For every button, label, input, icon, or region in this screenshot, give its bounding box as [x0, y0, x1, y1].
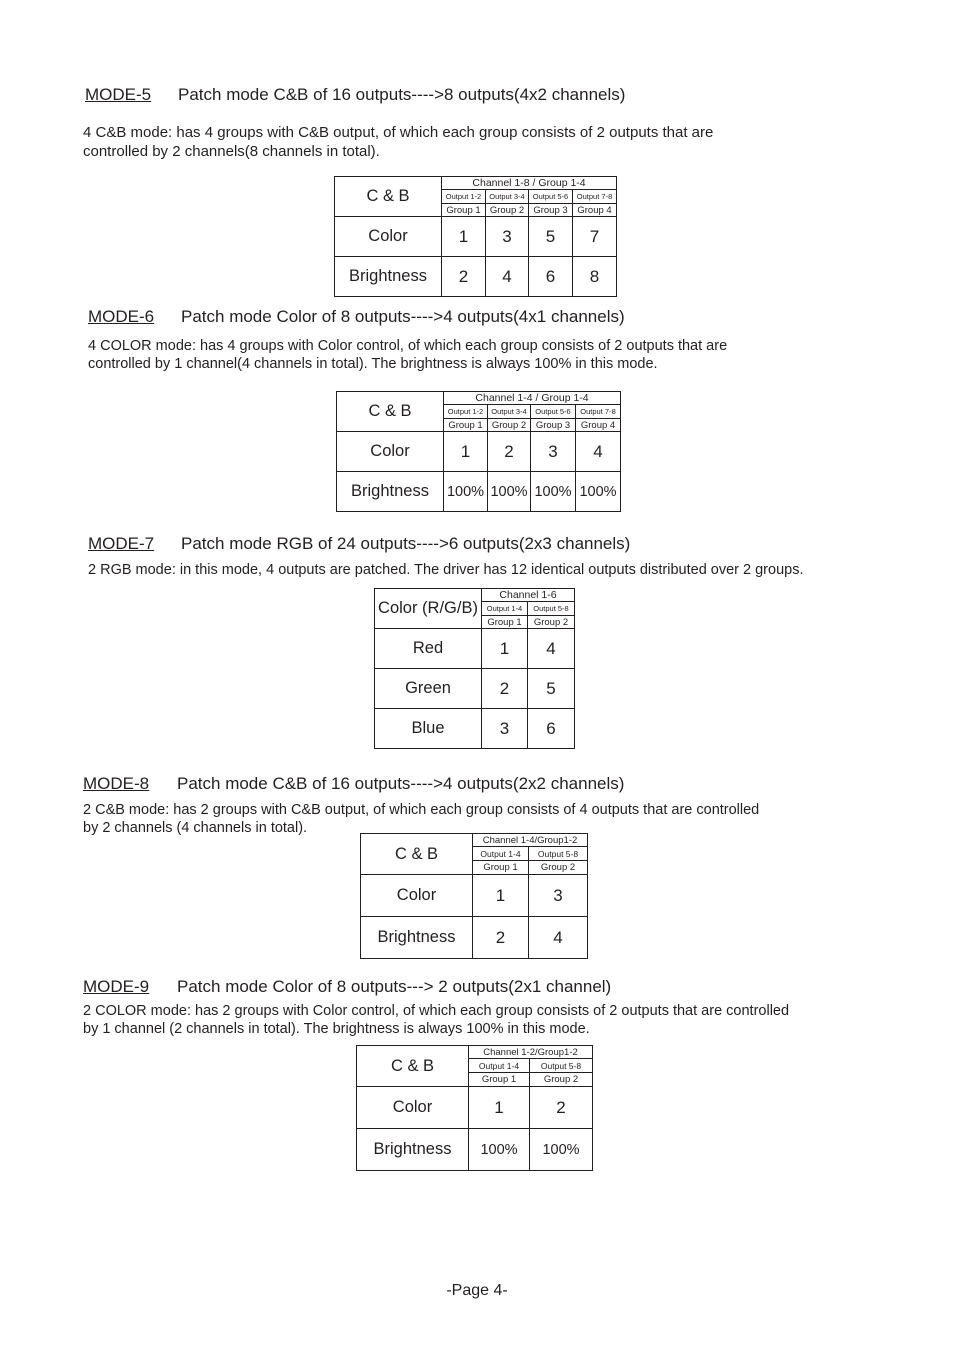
table-cell: 4	[486, 257, 529, 297]
mode9-label: MODE-9	[83, 977, 150, 996]
table-row	[337, 432, 621, 472]
table-cell: 2	[482, 669, 528, 709]
mode9-heading	[83, 977, 611, 997]
channel-header: Channel 1-8 / Group 1-4	[442, 177, 617, 190]
group-header: Group 1	[482, 616, 528, 629]
mode7-title: Patch mode RGB of 24 outputs---->6 outputs(2x3 channels)	[181, 534, 631, 553]
output-header: Output 3-4	[488, 405, 531, 419]
group-header: Group 2	[488, 419, 531, 432]
table-cell: 4	[528, 629, 575, 669]
table-cell: 100%	[530, 1129, 593, 1171]
mode7-label: MODE-7	[88, 534, 155, 553]
mode5-title: Patch mode C&B of 16 outputs---->8 outputs(4x2 channels)	[178, 85, 626, 104]
output-header: Output 3-4	[486, 190, 529, 204]
table-row	[357, 1087, 593, 1129]
output-header: Output 5-6	[529, 190, 573, 204]
row-label: Brightness	[335, 257, 442, 297]
table-cell: 1	[469, 1087, 530, 1129]
table-corner-label: C & B	[337, 392, 444, 432]
table-row	[375, 629, 575, 669]
output-header: Output 5-8	[528, 602, 575, 616]
group-header: Group 1	[444, 419, 488, 432]
mode5-description: 4 C&B mode: has 4 groups with C&B output, of which each group consists of 2 outputs that are controlled by 2 channels(8 channels in total).	[83, 124, 714, 160]
mode5-label: MODE-5	[85, 85, 152, 104]
table-cell: 100%	[488, 472, 531, 512]
table-corner-label: C & B	[335, 177, 442, 217]
table-cell: 2	[530, 1087, 593, 1129]
table-cell: 7	[573, 217, 617, 257]
mode6-heading	[88, 307, 625, 327]
table-corner-label: C & B	[361, 834, 473, 875]
table-row	[357, 1129, 593, 1171]
mode7-table	[374, 588, 575, 749]
group-header: Group 3	[531, 419, 576, 432]
row-label: Color	[337, 432, 444, 472]
table-row	[361, 875, 588, 917]
group-header: Group 1	[469, 1073, 530, 1087]
channel-header: Channel 1-4 / Group 1-4	[444, 392, 621, 405]
table-cell: 100%	[576, 472, 621, 512]
group-header: Group 2	[528, 616, 575, 629]
table-cell: 6	[528, 709, 575, 749]
group-header: Group 3	[529, 204, 573, 217]
table-row	[361, 917, 588, 959]
row-label: Brightness	[361, 917, 473, 959]
channel-header: Channel 1-6	[482, 589, 575, 602]
mode5-heading	[85, 85, 625, 105]
row-label: Color	[357, 1087, 469, 1129]
mode9-description: 2 COLOR mode: has 2 groups with Color control, of which each group consists of 2 outputs that are controlled by 1 channel (2 channels in total). The brightness is always 100% in this mode.	[83, 1003, 790, 1037]
output-header: Output 5-8	[530, 1059, 593, 1073]
table-row	[337, 472, 621, 512]
table-cell: 8	[573, 257, 617, 297]
output-header: Output 7-8	[573, 190, 617, 204]
group-header: Group 2	[530, 1073, 593, 1087]
table-row	[375, 669, 575, 709]
row-label: Blue	[375, 709, 482, 749]
mode7-description: 2 RGB mode: in this mode, 4 outputs are patched. The driver has 12 identical outputs distributed over 2 groups.	[88, 562, 804, 578]
row-label: Brightness	[357, 1129, 469, 1171]
channel-header: Channel 1-4/Group1-2	[473, 834, 588, 847]
table-cell: 100%	[444, 472, 488, 512]
table-row	[335, 257, 617, 297]
table-cell: 100%	[469, 1129, 530, 1171]
table-row	[375, 709, 575, 749]
output-header: Output 1-4	[482, 602, 528, 616]
table-cell: 1	[473, 875, 529, 917]
table-row	[335, 217, 617, 257]
table-cell: 1	[482, 629, 528, 669]
row-label: Red	[375, 629, 482, 669]
table-cell: 4	[576, 432, 621, 472]
table-cell: 100%	[531, 472, 576, 512]
mode8-heading	[83, 774, 624, 794]
table-cell: 3	[482, 709, 528, 749]
channel-header: Channel 1-2/Group1-2	[469, 1046, 593, 1059]
row-label: Green	[375, 669, 482, 709]
mode9-table	[356, 1045, 593, 1171]
table-cell: 6	[529, 257, 573, 297]
output-header: Output 5-6	[531, 405, 576, 419]
table-cell: 1	[442, 217, 486, 257]
table-cell: 4	[529, 917, 588, 959]
row-label: Color	[335, 217, 442, 257]
mode8-title: Patch mode C&B of 16 outputs---->4 outputs(2x2 channels)	[177, 774, 625, 793]
row-label: Brightness	[337, 472, 444, 512]
mode6-title: Patch mode Color of 8 outputs---->4 outputs(4x1 channels)	[181, 307, 625, 326]
mode5-table	[334, 176, 617, 297]
group-header: Group 4	[573, 204, 617, 217]
table-cell: 5	[528, 669, 575, 709]
mode8-description: 2 C&B mode: has 2 groups with C&B output, of which each group consists of 4 outputs that are controlled by 2 channels (4 channels in total).	[83, 802, 760, 836]
table-cell: 2	[488, 432, 531, 472]
mode7-heading	[88, 534, 630, 554]
output-header: Output 1-2	[442, 190, 486, 204]
output-header: Output 1-2	[444, 405, 488, 419]
output-header: Output 1-4	[473, 847, 529, 861]
output-header: Output 5-8	[529, 847, 588, 861]
group-header: Group 2	[529, 861, 588, 875]
output-header: Output 1-4	[469, 1059, 530, 1073]
table-cell: 3	[531, 432, 576, 472]
table-cell: 3	[529, 875, 588, 917]
mode6-description: 4 COLOR mode: has 4 groups with Color control, of which each group consists of 2 outputs that are controlled by 1 channel(4 channels in total). The brightness is always 100% in this mode.	[88, 338, 728, 372]
table-cell: 3	[486, 217, 529, 257]
mode9-title: Patch mode Color of 8 outputs---> 2 outputs(2x1 channel)	[177, 977, 612, 996]
page-number: -Page 4-	[446, 1282, 508, 1299]
group-header: Group 1	[442, 204, 486, 217]
table-cell: 2	[442, 257, 486, 297]
row-label: Color	[361, 875, 473, 917]
mode8-label: MODE-8	[83, 774, 150, 793]
group-header: Group 1	[473, 861, 529, 875]
mode6-label: MODE-6	[88, 307, 155, 326]
mode6-table	[336, 391, 621, 512]
group-header: Group 2	[486, 204, 529, 217]
table-corner-label: C & B	[357, 1046, 469, 1087]
output-header: Output 7-8	[576, 405, 621, 419]
table-corner-label: Color (R/G/B)	[375, 589, 482, 629]
table-cell: 5	[529, 217, 573, 257]
table-cell: 2	[473, 917, 529, 959]
mode8-table	[360, 833, 588, 959]
group-header: Group 4	[576, 419, 621, 432]
table-cell: 1	[444, 432, 488, 472]
